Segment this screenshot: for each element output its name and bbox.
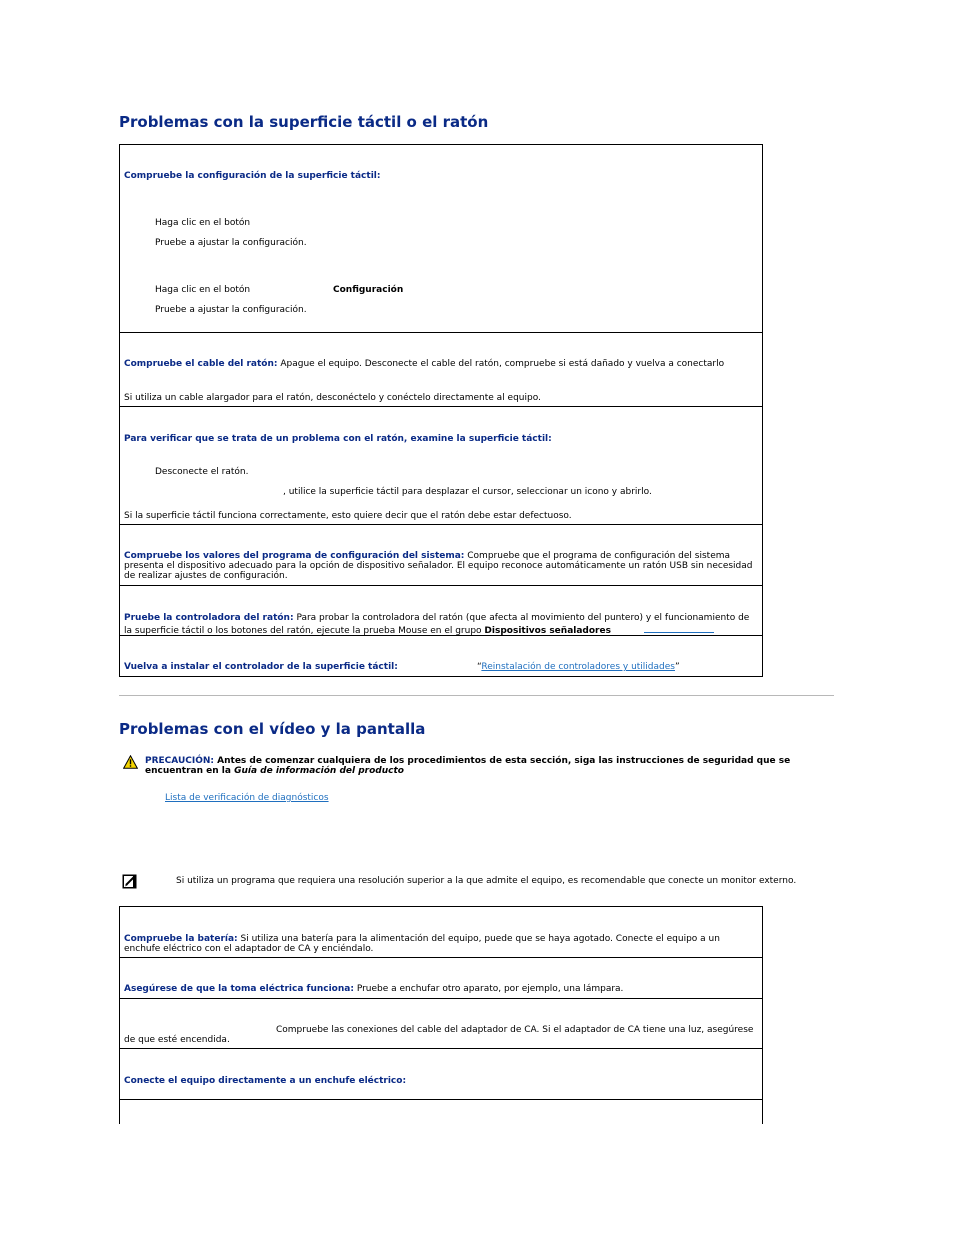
list-item: Pruebe a ajustar la configuración.: [155, 305, 307, 315]
caution-label: PRECAUCIÓN:: [145, 756, 215, 766]
row-heading: Pruebe la controladora del ratón:: [124, 613, 294, 623]
list-item: Haga clic en el botón: [155, 285, 251, 295]
caution-text: PRECAUCIÓN: Antes de comenzar cualquiera de los procedimientos de esta sección, siga las instrucciones de seguridad que se encuentran en la Guía de información del producto: [145, 756, 791, 776]
product-guide-title: Guía de información del producto: [234, 766, 404, 776]
section-divider: [119, 695, 834, 696]
reinstall-drivers-link[interactable]: Reinstalación de controladores y utilidades: [481, 662, 675, 672]
table-row: [120, 907, 762, 957]
row-note: Si utiliza un cable alargador para el ratón, desconéctelo y conéctelo directamente al equipo.: [124, 393, 541, 403]
caution-icon: [123, 755, 138, 769]
table-row: [120, 957, 762, 998]
row-text-continued: de que esté encendida.: [124, 1035, 230, 1045]
pointing-devices-label: Dispositivos señaladores: [484, 626, 611, 636]
section-title-touchpad-mouse: Problemas con la superficie táctil o el ratón: [119, 113, 489, 131]
note-text: Si utiliza un programa que requiera una resolución superior a la que admite el equipo, es recomendable que conecte un monitor externo.: [176, 876, 797, 886]
row-text: Pruebe la controladora del ratón: Para probar la controladora del ratón (que afecta al movimiento del puntero) y el funcionamiento de la superficie táctil o los botones del ratón, ejecute la prueba Mouse en el grupo Dispositivos señaladores: [124, 613, 750, 636]
row-heading: Compruebe el cable del ratón:: [124, 359, 278, 369]
row-heading: Compruebe la batería:: [124, 934, 238, 944]
row-heading: Compruebe la configuración de la superficie táctil:: [124, 171, 381, 181]
touchpad-mouse-table: [119, 144, 763, 677]
link-underline[interactable]: [644, 623, 714, 633]
row-text: Compruebe las conexiones del cable del adaptador de CA. Si el adaptador de CA tiene una luz, asegúrese: [276, 1025, 754, 1035]
table-row: [120, 585, 762, 635]
video-display-table: [119, 906, 763, 1124]
diagnostics-checklist-link[interactable]: Lista de verificación de diagnósticos: [165, 793, 329, 803]
table-row: [120, 1099, 762, 1124]
list-item: Pruebe a ajustar la configuración.: [155, 238, 307, 248]
row-text: Compruebe la batería: Si utiliza una batería para la alimentación del equipo, puede que se haya agotado. Conecte el equipo a un enchufe eléctrico con el adaptador de CA y enciéndalo.: [124, 934, 720, 954]
row-heading: Asegúrese de que la toma eléctrica funciona:: [124, 984, 354, 994]
row-heading: Vuelva a instalar el controlador de la superficie táctil:: [124, 662, 398, 672]
row-heading: Para verificar que se trata de un problema con el ratón, examine la superficie táctil:: [124, 434, 552, 444]
table-row: [120, 145, 762, 332]
note-icon: [122, 874, 137, 889]
row-heading: Compruebe los valores del programa de configuración del sistema:: [124, 551, 465, 561]
row-heading: Conecte el equipo directamente a un enchufe eléctrico:: [124, 1076, 407, 1086]
section-title-video-display: Problemas con el vídeo y la pantalla: [119, 720, 426, 738]
table-row: [120, 524, 762, 585]
list-item: , utilice la superficie táctil para desplazar el cursor, seleccionar un icono y abrirlo.: [283, 487, 652, 497]
row-note: Si la superficie táctil funciona correctamente, esto quiere decir que el ratón debe estar defectuoso.: [124, 511, 572, 521]
reinstall-link-wrap: “Reinstalación de controladores y utilidades”: [477, 662, 680, 672]
row-text: Compruebe el cable del ratón: Apague el equipo. Desconecte el cable del ratón, compruebe si está dañado y vuelva a conectarlo: [124, 359, 725, 369]
table-row: [120, 1048, 762, 1099]
row-text: Asegúrese de que la toma eléctrica funciona: Pruebe a enchufar otro aparato, por ejemplo, una lámpara.: [124, 984, 624, 994]
list-item: Haga clic en el botón: [155, 218, 251, 228]
row-text: Compruebe los valores del programa de configuración del sistema: Compruebe que el programa de configuración del sistema presenta el dispositivo adecuado para la opción de dispositivo señalador. El equipo reconoce automáticamente un ratón USB sin necesidad de realizar ajustes de configuración.: [124, 551, 753, 581]
table-row: [120, 406, 762, 524]
list-item: Desconecte el ratón.: [155, 467, 249, 477]
table-row: [120, 332, 762, 406]
settings-label: Configuración: [333, 285, 404, 295]
table-row: [120, 635, 762, 677]
table-row: [120, 998, 762, 1049]
